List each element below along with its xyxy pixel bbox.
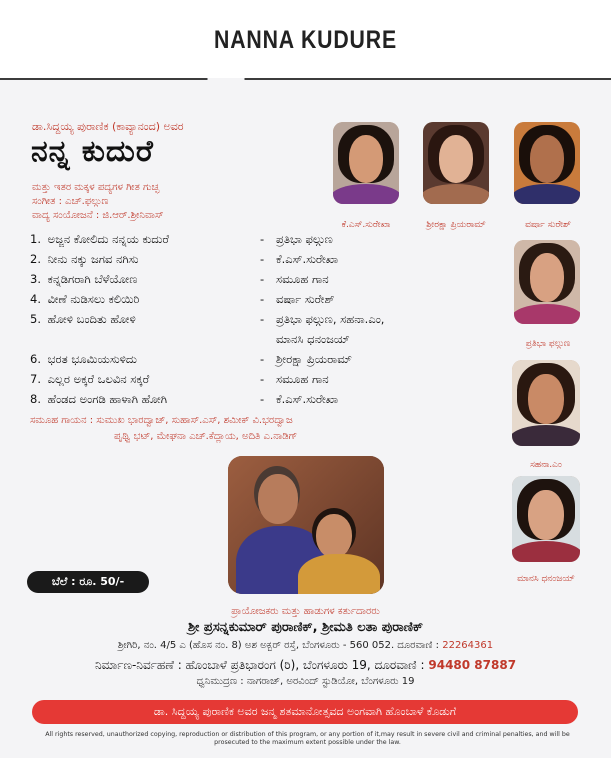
crease-line (0, 78, 611, 80)
separator: - (260, 232, 265, 246)
singer-photo (423, 122, 489, 204)
song-singer: ಸಮೂಹ ಗಾನ (276, 372, 329, 386)
song-number: 5. (30, 312, 41, 326)
song-singer: ಪ್ರತಿಭಾ ಫಲ್ಗುಣ, ಸಹನಾ.ಎಂ, (276, 312, 385, 326)
chorus-singers-line2: ಪೃಥ್ವಿ ಭಟ್, ಮೇಘನಾ ಎಚ್.ಕೆದ್ಲಾಯ, ಅದಿತಿ ಎ.ನಾಡಿಗ್ (114, 431, 298, 442)
separator: - (260, 352, 265, 366)
song-title: ಅಜ್ಜನ ಕೋಲಿದು ನನ್ನಯ ಕುದುರೆ (47, 232, 169, 246)
address-phone: 22264361 (442, 640, 494, 651)
album-author: ಡಾ.ಸಿದ್ದಯ್ಯ ಪುರಾಣಿಕ (ಕಾವ್ಯಾನಂದ) ಅವರ (32, 120, 184, 133)
separator: - (260, 392, 265, 406)
production-phone: 94480 87887 (428, 658, 517, 672)
separator: - (260, 312, 265, 326)
song-singer: ಶ್ರೀರಕ್ಷಾ ಪ್ರಿಯರಾಮ್ (276, 352, 352, 366)
singer-photo (514, 240, 580, 324)
singer-caption: ಕೆ.ಎಸ್.ಸುರೇಖಾ (341, 220, 391, 230)
song-number: 7. (30, 372, 41, 386)
album-subtitle: ಮತ್ತು ಇತರ ಮಕ್ಕಳ ಪದ್ಯಗಳ ಗೀತ ಗುಚ್ಛ (32, 182, 160, 193)
music-credit: ಸಂಗೀತ : ಎಚ್.ಫಲ್ಗುಣ (32, 196, 109, 207)
separator: - (260, 372, 265, 386)
song-number: 2. (30, 252, 41, 266)
sponsors-label: ಪ್ರಾಯೋಜಕರು ಮತ್ತು ಹಾಡುಗಳ ಕರ್ತುದಾರರು (231, 606, 380, 617)
singer-photo (512, 360, 580, 446)
song-singer: ಕೆ.ಎಸ್.ಸುರೇಖಾ (276, 252, 339, 266)
song-number: 4. (30, 292, 41, 306)
singer-photo (512, 476, 580, 562)
sponsors-photo (228, 456, 384, 594)
song-title: ಎಲ್ಲರ ಅಕ್ಕರೆ ಒಲವಿನ ಸಕ್ಕರೆ (47, 372, 150, 386)
singer-caption: ಮಾನಸಿ ಧನಂಜಯ್ (517, 574, 575, 584)
production-line (0, 658, 611, 673)
song-row (30, 272, 329, 287)
song-title: ವೀಣೆ ನುಡಿಸಲು ಕಲಿಯಿರಿ (47, 292, 140, 306)
singer-caption: ಶ್ರೀರಕ್ಷಾ ಪ್ರಿಯರಾಮ್ (426, 220, 486, 230)
price-badge: ಬೆಲೆ : ರೂ. 50/- (27, 571, 149, 593)
song-singer: ಮಾನಸಿ ಧನಂಜಯ್ (276, 332, 350, 346)
song-number: 6. (30, 352, 41, 366)
rights-notice: All rights reserved, unauthorized copying, reproduction or distribution of this program, or any portion of it,may result in severe civil and criminal penalties, and will be prosecuted to the maximum extent possible under the law. (45, 731, 570, 746)
song-singer: ಕೆ.ಎಸ್.ಸುರೇಖಾ (276, 392, 339, 406)
singer-photo (514, 122, 580, 204)
song-row (30, 292, 335, 307)
sponsors-names: ಶ್ರೀ ಪ್ರಸನ್ನಕುಮಾರ್ ಪುರಾಣಿಕ್, ಶ್ರೀಮತಿ ಲತಾ ಪುರಾಣಿಕ್ (187, 620, 424, 635)
separator: - (260, 292, 265, 306)
instrument-credit: ವಾದ್ಯ ಸಂಯೋಜನೆ : ಜಿ.ಆರ್.ಶ್ರೀನಿವಾಸ್ (32, 210, 164, 221)
song-number: 3. (30, 272, 41, 286)
separator: - (260, 272, 265, 286)
separator: - (260, 252, 265, 266)
chorus-singers-line1: ಸಮೂಹ ಗಾಯನ : ಸುಮುಖ ಭಾರದ್ವಾಜ್, ಸುಹಾಸ್.ಎಸ್, ಶಮೀಕ್ ವಿ.ಭರದ್ವಾಜ (30, 415, 293, 426)
address-line (0, 640, 611, 651)
singer-photo (333, 122, 399, 204)
singer-caption: ಪ್ರತಿಭಾ ಫಲ್ಗುಣ (525, 339, 571, 349)
song-title: ನೀನು ನಕ್ಕು ಜಗವ ನಗಿಸು (47, 252, 139, 266)
song-row (30, 232, 333, 247)
song-singer: ವರ್ಷಾ ಸುರೇಶ್ (276, 292, 335, 306)
singer-caption: ವರ್ಷಾ ಸುರೇಶ್ (525, 220, 571, 230)
song-title: ಹೋಳಿ ಬಂದಿತು ಹೋಳಿ (47, 312, 136, 326)
song-row (30, 392, 339, 407)
singer-caption: ಸಹನಾ.ಎಂ (530, 460, 562, 470)
address-text: ಶ್ರೀಗಿರಿ, ನಂ. 4/5 ಎ (ಹೊಸ ನಂ. 8) ಅಶ ಅಕ್ಬರ್ ರಸ್ತೆ, ಬೆಂಗಳೂರು - 560 052. ದೂರವಾಣಿ : (117, 640, 440, 651)
song-number: 1. (30, 232, 41, 246)
song-row (30, 352, 352, 367)
song-title: ಕನ್ನಡಿಗರಾಗಿ ಬೆಳೆಯೋಣ (47, 272, 138, 286)
song-title: ಹೆಂಡದ ಅಂಗಡಿ ಹಾಳಾಗಿ ಹೋಗಿ (47, 392, 168, 406)
song-title: ಭರತ ಭೂಮಿಯಸುಳಿದು (47, 352, 137, 366)
song-number: 8. (30, 392, 41, 406)
album-title: ನನ್ನ ಕುದುರೆ (31, 134, 154, 169)
centenary-banner: ಡಾ. ಸಿದ್ದಯ್ಯ ಪುರಾಣಿಕ ಅವರ ಜನ್ಮ ಶತಮಾನೋತ್ಸವದ ಅಂಗವಾಗಿ ಹೊಂಬಾಳೆ ಕೊಡುಗೆ (32, 700, 578, 724)
song-singer: ಸಮೂಹ ಗಾನ (276, 272, 329, 286)
recording-credit: ಧ್ವನಿಮುದ್ರಣ : ನಾಗರಾಜ್, ಅರವಿಂದ್ ಸ್ಟುಡಿಯೋ, ಬೆಂಗಳೂರು 19 (196, 676, 415, 687)
song-singer: ಪ್ರತಿಭಾ ಫಲ್ಗುಣ (276, 232, 333, 246)
song-row (30, 312, 385, 327)
production-text: ನಿರ್ಮಾಣ-ನಿರ್ವಹಣೆ : ಹೊಂಬಾಳೆ ಪ್ರತಿಭಾರಂಗ (ರಿ), ಬೆಂಗಳೂರು 19, ದೂರವಾಣಿ : (94, 658, 425, 672)
brand-title: NANNA KUDURE (214, 26, 397, 54)
song-row (30, 372, 329, 387)
song-row (30, 252, 339, 267)
